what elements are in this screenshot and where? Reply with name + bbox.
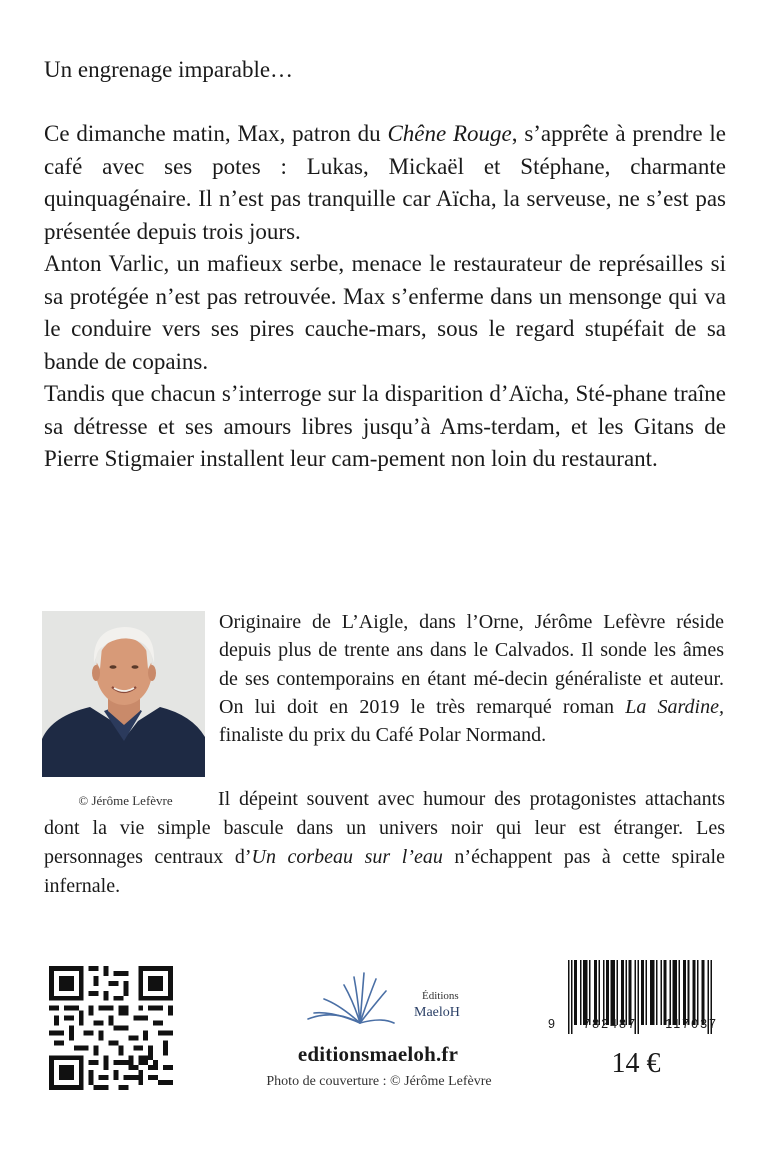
logo-text-maeloh: MaeloH	[414, 1005, 460, 1020]
author-bio-top	[219, 608, 724, 749]
price: 14 €	[611, 1048, 661, 1079]
isbn-number	[548, 1017, 718, 1031]
intro-line: Un engrenage imparable…	[44, 57, 294, 82]
book-title: Un corbeau sur l’eau	[251, 846, 443, 868]
isbn-lead-digit: 9	[548, 1017, 555, 1031]
cover-photo-credit: Photo de couverture : © Jérôme Lefèvre	[266, 1074, 492, 1089]
author-photo	[42, 611, 205, 777]
publisher-logo	[304, 963, 460, 1033]
blurb-text: , s’apprête à prendre le café avec ses potes : Lukas, Mickaël et Stéphane, charmante quinquagénaire. Il n’est pas tranquille car Aïcha, la serveuse, ne s’est pas présentée depuis trois jours.	[44, 121, 727, 244]
bio-text: Il dépeint souvent avec humour des protagonistes attachants dont la vie simple bascule dans un univers noir qui leur est étranger. Les personnages centraux d’	[44, 788, 725, 868]
bio-text: n’échappent pas à cette spirale infernale.	[44, 846, 725, 897]
logo-text-editions: Éditions	[422, 990, 459, 1002]
book-blurb	[44, 118, 726, 476]
qr-code	[48, 966, 174, 1090]
isbn-group-1: 782487	[583, 1017, 637, 1031]
author-paragraph-2	[44, 785, 725, 901]
publisher-website[interactable]: editionsmaeloh.fr	[297, 1042, 459, 1066]
photo-credit: © Jérôme Lefèvre	[78, 793, 173, 808]
author-paragraph-1	[219, 608, 724, 749]
bio-text: finaliste du prix du Café Polar Normand.	[219, 724, 547, 747]
book-title-la-sardine: La Sardine,	[625, 695, 724, 718]
blurb-paragraph-3: Tandis que chacun s’interroge sur la disparition d’Aïcha, Sté-phane traîne sa détresse et ses amours libres jusqu’à Ams-terdam, et les Gitans de Pierre Stigmaier installent leur cam-pement non loin du restaurant.	[44, 381, 726, 471]
blurb-paragraph-2: Anton Varlic, un mafieux serbe, menace le restaurateur de représailles si sa protégée n’est pas retrouvée. Max s’enferme dans un mensonge qui va le conduire vers ses pires cauche-mars, sous le regard stupéfait de sa bande de copains.	[44, 251, 726, 374]
restaurant-name: Chêne Rouge	[387, 121, 512, 146]
isbn-group-2: 117037	[665, 1017, 718, 1031]
blurb-text: Ce dimanche matin, Max, patron du	[44, 121, 388, 146]
author-bio-bottom	[44, 785, 725, 901]
blurb-paragraph-1	[44, 118, 726, 248]
bio-text: Originaire de L’Aigle, dans l’Orne, Jérôme Lefèvre réside depuis plus de trente ans dans le Calvados. Il sonde les âmes de ses contemporains en étant mé-decin généraliste et auteur. On lui doit en 2019 le très remarqué roman	[219, 611, 724, 718]
